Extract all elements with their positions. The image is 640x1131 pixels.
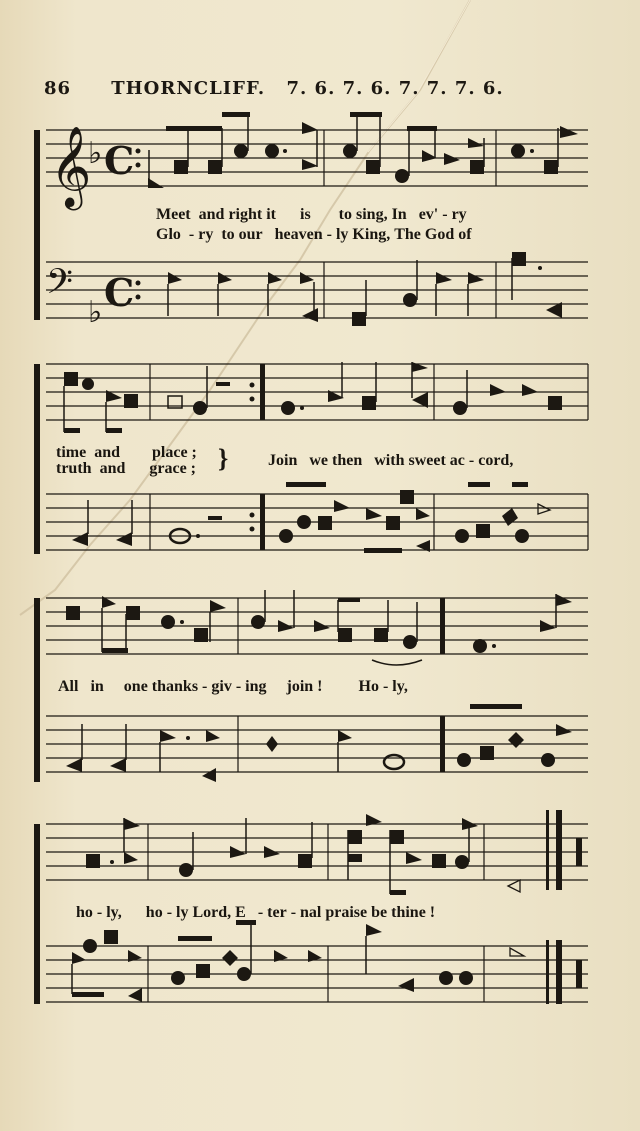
- page-header: [44, 78, 564, 99]
- svg-text:C: C: [104, 270, 135, 315]
- music-system-2: [32, 360, 592, 570]
- lyric-line-truth: truth and grace ;: [56, 460, 196, 477]
- lyric-line-join: Join we then with sweet ac - cord,: [268, 452, 514, 469]
- page-number: 86: [44, 78, 72, 99]
- music-system-4: [32, 810, 592, 1010]
- svg-text:♭: ♭: [88, 136, 103, 171]
- lyric-line-holy: ho - ly, ho - ly Lord, E - ter - nal praise be thine !: [76, 904, 436, 921]
- svg-text:♭: ♭: [88, 295, 103, 330]
- tune-title: THORNCLIFF.: [111, 78, 266, 99]
- music-system-3: [32, 590, 592, 790]
- lyric-line-time: time and place ;: [56, 444, 197, 461]
- svg-text:𝄞: 𝄞: [50, 125, 92, 207]
- music-system-1: [32, 110, 592, 330]
- lyric-line-2: Glo - ry to our heaven - ly King, The God of: [156, 226, 472, 243]
- svg-text:𝄢: 𝄢: [46, 261, 74, 310]
- svg-text:C: C: [104, 138, 135, 183]
- meter-label: 7. 6. 7. 6. 7. 7. 7. 6.: [286, 78, 504, 99]
- lyric-line-all: All in one thanks - giv - ing join ! Ho - ly,: [58, 678, 408, 695]
- lyric-line-1: Meet and right it is to sing, In ev' - ry: [156, 206, 467, 223]
- brace-glyph: }: [218, 444, 229, 473]
